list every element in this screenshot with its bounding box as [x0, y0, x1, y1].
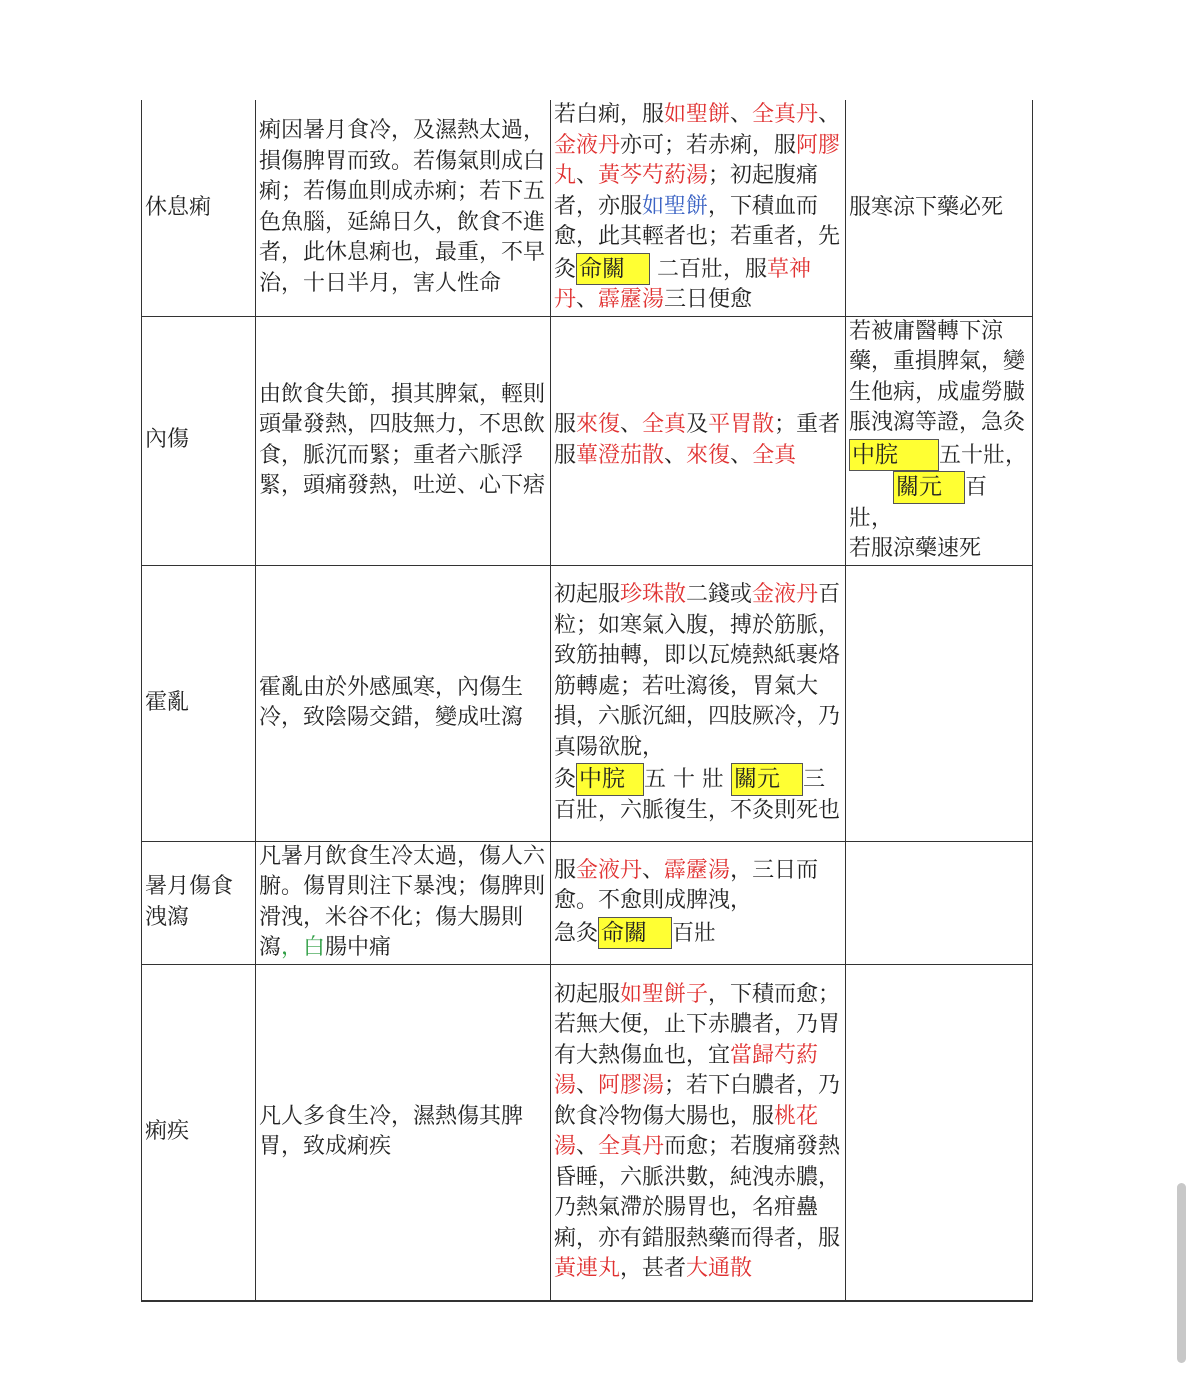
medicine-name: 如聖餅 [664, 102, 731, 127]
medicine-name: 金液丹 [752, 582, 819, 607]
acupoint-highlight: 中脘 [849, 439, 939, 472]
warning-text: 五十壯， [939, 442, 1028, 468]
treatment-text: 、 [576, 287, 599, 312]
medicine-name: 霹靂湯 [664, 857, 731, 883]
medicine-name: 霹靂湯 [598, 287, 665, 312]
medicine-name: 蓽澄茄散 [576, 442, 665, 468]
cause-text-green: ，白 [281, 935, 326, 960]
warning-text: 若被庸醫轉下涼藥，重損脾氣，變生他病，成虛勞臌脹洩瀉等證，急灸 [849, 318, 1026, 435]
disease-name: 暑月傷食洩瀉 [142, 841, 256, 964]
medicine-name: 全真丹 [752, 102, 819, 127]
medicine-name: 來復 [576, 412, 621, 437]
treatment-text: 、 [642, 857, 665, 883]
treatment-text: 服 [554, 857, 577, 883]
cause-cell [256, 841, 551, 964]
treatment-text: 、 [818, 102, 841, 127]
warning-text: 若服涼藥速死 [849, 536, 982, 561]
medicine-name: 珍珠散 [620, 582, 687, 607]
acupoint-highlight: 關元 [731, 763, 803, 796]
cause-cell: 由飲食失節，損其脾氣，輕則頭暈發熱，四肢無力，不思飲食，脈沉而緊；重者六脈浮緊，頭痛發熱，吐逆、心下痞 [256, 316, 551, 565]
treatment-text: 亦可；若赤痢，服 [620, 132, 797, 158]
disease-name: 內傷 [142, 316, 256, 565]
treatment-text: 初起服 [554, 981, 621, 1007]
warning-cell [846, 841, 1033, 964]
treatment-cell [551, 316, 846, 565]
treatment-text: 、 [576, 1134, 599, 1160]
medicine-name: 全真 [752, 442, 797, 468]
cause-cell: 痢因暑月食冷，及濕熱太過，損傷脾胃而致。若傷氣則成白痢；若傷血則成赤痢；若下五色魚腦，延綿日久，飲食不進者，此休息痢也，最重，不早治，十日半月，害人性命 [256, 100, 551, 316]
acupoint-highlight: 命關 [598, 917, 672, 950]
medicine-name: 大通散 [686, 1256, 753, 1282]
treatment-text: 初起服 [554, 582, 621, 607]
disease-name: 休息痢 [142, 100, 256, 316]
medicine-name: 如聖餅子 [620, 981, 709, 1007]
table-row [142, 964, 1033, 1301]
medicine-name: 金液丹 [576, 857, 643, 883]
treatment-cell [551, 565, 846, 841]
cause-cell: 霍亂由於外感風寒，內傷生冷，致陰陽交錯，變成吐瀉 [256, 565, 551, 841]
warning-cell [846, 316, 1033, 565]
treatment-text: 灸 [554, 767, 577, 792]
treatment-cell [551, 964, 846, 1301]
medicine-name: 草神丹 [554, 256, 812, 312]
warning-cell [846, 565, 1033, 841]
treatment-text: 、 [576, 1073, 599, 1099]
treatment-text: ；若下白膿者，乃飲食冷物傷大腸也，服 [554, 1073, 841, 1129]
treatment-text: 、 [730, 102, 753, 127]
treatment-text: 五 十 壯 [644, 767, 731, 792]
scrollbar-thumb[interactable] [1177, 1183, 1186, 1363]
medicine-name: 黃芩芍葯湯 [598, 163, 709, 188]
treatment-text: 二百壯，服 [657, 256, 768, 282]
treatment-text: 及 [686, 412, 709, 437]
disease-name: 痢疾 [142, 964, 256, 1301]
treatment-text: ，甚者 [620, 1256, 687, 1282]
table-row [142, 841, 1033, 964]
treatment-cell [551, 100, 846, 316]
table-row [142, 316, 1033, 565]
treatment-text: 、 [730, 442, 753, 468]
treatment-text: 若白痢，服 [554, 102, 665, 127]
acupoint-highlight: 命關 [576, 253, 650, 286]
warning-cell [846, 964, 1033, 1301]
warning-text: 百壯， [849, 475, 988, 531]
disease-name: 霍亂 [142, 565, 256, 841]
treatment-text: ，下積血而愈，此其輕者也；若重者，先灸 [554, 193, 841, 282]
medicine-name: 黃連丸 [554, 1256, 621, 1282]
treatment-text: ；初起腹痛者，亦服 [554, 163, 819, 219]
medicine-name: 來復 [686, 442, 731, 468]
treatment-text: 服 [554, 412, 577, 437]
treatment-text: ，下積而愈；若無大便，止下赤膿者，乃胃有大熱傷血也，宜 [554, 981, 841, 1068]
table-row [142, 100, 1033, 316]
treatment-text: 而愈；若腹痛發熱昏睡，六脈洪數，純洩赤膿，乃熱氣滯於腸胃也，名疳蠱痢，亦有錯服熱藥而得者，服 [554, 1134, 841, 1251]
treatment-text: ，三日而愈。不愈則成脾洩， [554, 857, 819, 914]
treatment-text: 二錢或 [686, 582, 753, 607]
treatment-text: 、 [620, 412, 643, 437]
medicine-name: 當歸芍葯湯 [554, 1042, 819, 1099]
medicine-name: 全真丹 [598, 1134, 665, 1160]
cause-cell: 凡人多食生冷，濕熱傷其脾胃，致成痢疾 [256, 964, 551, 1301]
cause-text: 凡暑月飲食生冷太過，傷人六腑。傷胃則注下暴洩；傷脾則滑洩，米谷不化；傷大腸則瀉 [259, 843, 546, 960]
medicine-name: 阿膠丸 [554, 132, 841, 188]
treatment-text: 百粒；如寒氣入腹，搏於筋脈，致筋抽轉，即以瓦燒熱紙裹烙筋轉處；若吐瀉後，胃氣大損，六脈沉細，四肢厥冷，乃真陽欲脫， [554, 582, 841, 760]
treatment-text: 急灸 [554, 920, 599, 946]
medicine-name: 全真 [642, 412, 687, 437]
warning-cell: 服寒涼下藥必死 [846, 100, 1033, 316]
medicine-name: 桃花湯 [554, 1103, 819, 1160]
treatment-text: 、 [664, 442, 687, 468]
acupoint-highlight: 關元 [893, 471, 965, 504]
medicine-name: 金液丹 [554, 132, 621, 158]
medical-table [141, 100, 1033, 1302]
treatment-cell [551, 841, 846, 964]
treatment-text: 百壯 [672, 920, 717, 946]
cause-text: 腸中痛 [325, 935, 392, 960]
treatment-text: 三日便愈 [664, 287, 753, 312]
table-row [142, 565, 1033, 841]
treatment-text: 、 [576, 163, 599, 188]
acupoint-highlight: 中脘 [576, 763, 644, 796]
medicine-name: 平胃散 [708, 412, 775, 437]
treatment-text: ；重者服 [554, 412, 841, 468]
medicine-name: 如聖餅 [642, 193, 709, 219]
medicine-name: 阿膠湯 [598, 1073, 665, 1099]
treatment-text: 三百壯，六脈復生，不灸則死也 [554, 767, 841, 823]
